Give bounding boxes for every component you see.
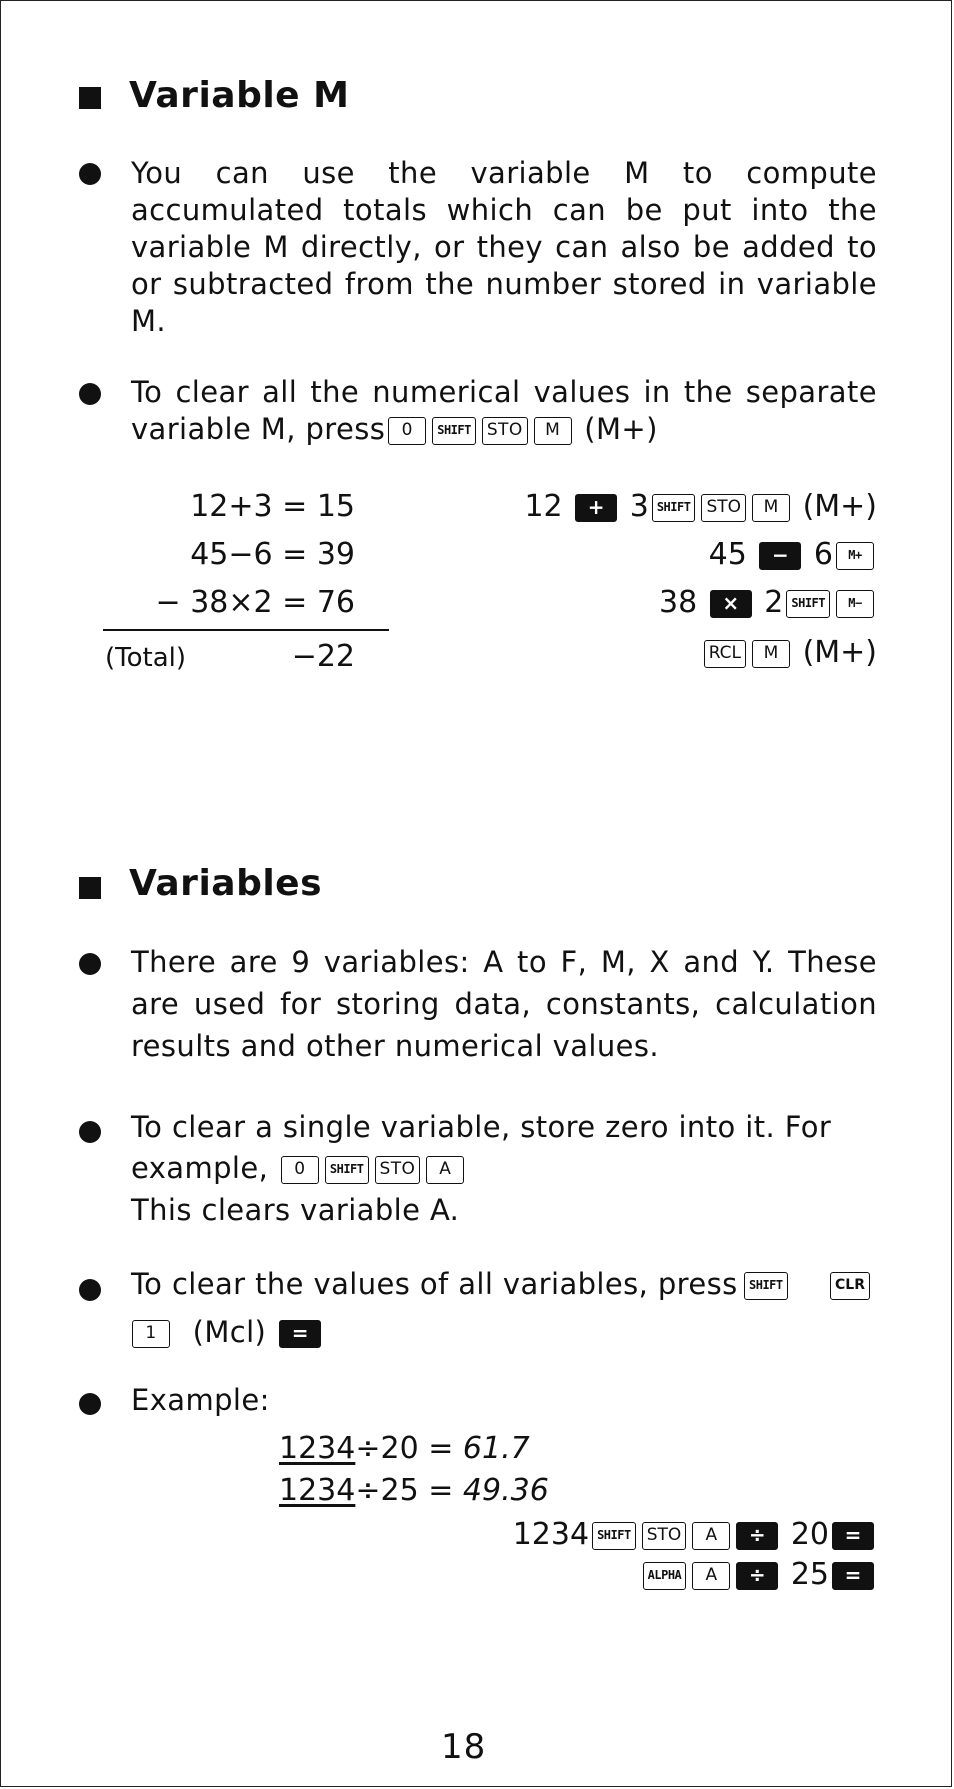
keystroke-line-1: 12 + 3 SHIFT STO M (M+) <box>524 489 877 524</box>
example-keystrokes-1: 1234 SHIFT STO A ÷ 20 = <box>421 1517 877 1552</box>
bullet <box>79 953 101 975</box>
key-m: M <box>752 640 790 668</box>
key-group-shift <box>741 1272 791 1300</box>
key-alpha: ALPHA <box>643 1562 687 1590</box>
keystroke-line-3: 38 × 2 SHIFT M− <box>421 585 877 620</box>
key-times: × <box>710 590 752 618</box>
keystroke-line-4: RCL M (M+) <box>421 635 877 670</box>
key-m-plus: M+ <box>836 542 874 570</box>
key-equals: = <box>279 1320 321 1348</box>
key-plus: + <box>575 494 617 522</box>
calc-line-1: 12+3 = 15 <box>190 489 355 524</box>
key-shift: SHIFT <box>325 1156 369 1184</box>
key-group-clr <box>827 1272 873 1300</box>
example-clear-single: example, 0 SHIFT STO A <box>131 1151 467 1185</box>
key-shift: SHIFT <box>652 494 696 522</box>
key-clr: CLR <box>830 1272 870 1300</box>
paragraph-variable-m-intro: You can use the variable M to compute accumulated totals which can be put into the variable M directly, or they can also be added to or subtracted from the number stored in variable M. <box>131 156 877 338</box>
section-title-variable-m: Variable M <box>129 75 350 116</box>
key-a: A <box>692 1522 730 1550</box>
paragraph-variables-intro: There are 9 variables: A to F, M, X and Y. These are used for storing data, constants, calculation results and other numerical values. <box>131 945 877 1063</box>
paragraph-clear-single: To clear a single variable, store zero into it. For <box>131 1110 832 1144</box>
key-sto: STO <box>701 494 746 522</box>
bullet <box>79 1121 101 1143</box>
key-shift: SHIFT <box>432 417 476 445</box>
key-shift: SHIFT <box>592 1522 636 1550</box>
key-shift: SHIFT <box>786 590 830 618</box>
key-0: 0 <box>281 1156 319 1184</box>
bullet <box>79 383 101 405</box>
calc-line-3: − 38×2 = 76 <box>155 585 355 620</box>
total-rule <box>103 629 389 631</box>
example-line-2: 1234÷25 = 49.36 <box>279 1473 549 1508</box>
key-equals: = <box>832 1522 874 1550</box>
key-a: A <box>692 1562 730 1590</box>
key-shift: SHIFT <box>744 1272 788 1300</box>
key-0: 0 <box>388 417 426 445</box>
section-marker <box>79 87 101 109</box>
paragraph-clear-all: To clear the values of all variables, press <box>131 1267 738 1301</box>
key-sto: STO <box>642 1522 687 1550</box>
key-rcl: RCL <box>704 640 746 668</box>
clears-variable-a-text: This clears variable A. <box>131 1193 460 1227</box>
section-title-variables: Variables <box>129 863 323 904</box>
key-m-minus: M− <box>836 590 874 618</box>
key-divide: ÷ <box>736 1562 778 1590</box>
keystroke-line-2: 45 − 6 M+ <box>421 537 877 572</box>
calc-line-2: 45−6 = 39 <box>190 537 355 572</box>
total-value: −22 <box>291 639 355 674</box>
section-marker <box>79 877 101 899</box>
key-m: M <box>752 494 790 522</box>
key-divide: ÷ <box>736 1522 778 1550</box>
example-label: Example: <box>131 1383 270 1417</box>
bullet <box>79 1393 101 1415</box>
key-sto: STO <box>375 1156 421 1184</box>
clear-all-keys-line-2: 1 (Mcl) = <box>129 1315 324 1349</box>
total-label: (Total) <box>105 643 187 673</box>
bullet <box>79 1279 101 1301</box>
key-m: M <box>534 417 572 445</box>
key-minus: − <box>759 542 801 570</box>
bullet <box>79 163 101 185</box>
example-line-1: 1234÷20 = 61.7 <box>279 1431 530 1466</box>
page-number: 18 <box>441 1727 487 1767</box>
key-sto: STO <box>482 417 528 445</box>
example-keystrokes-2: ALPHA A ÷ 25 = <box>421 1557 877 1592</box>
key-1: 1 <box>132 1320 170 1348</box>
key-a: A <box>426 1156 464 1184</box>
paragraph-clear-m: To clear all the numerical values in the separate variable M, press 0 SHIFT STO M (M+) <box>131 375 877 446</box>
key-equals: = <box>832 1562 874 1590</box>
